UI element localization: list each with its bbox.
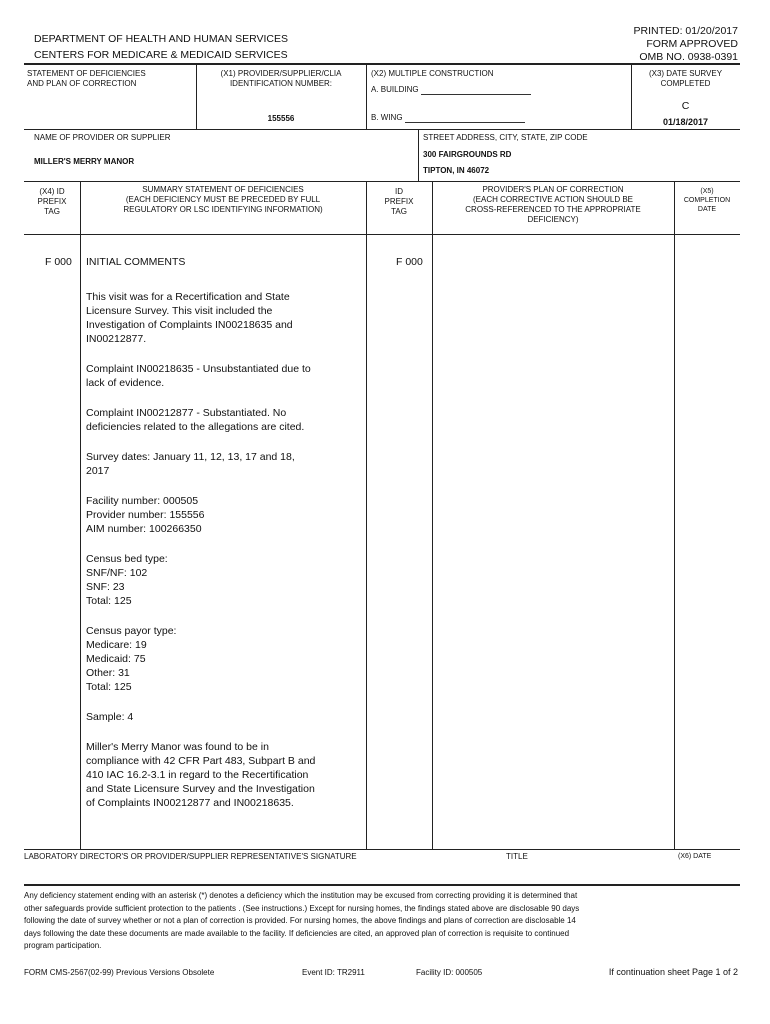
x5-column-header: (X5) COMPLETION DATE bbox=[683, 188, 731, 213]
wing-field bbox=[371, 113, 525, 123]
section-heading: INITIAL COMMENTS bbox=[86, 256, 186, 268]
city-state-zip: TIPTON, IN 46072 bbox=[423, 166, 490, 175]
rule-above-signature bbox=[24, 849, 740, 850]
omb-number: OMB NO. 0938-0391 bbox=[639, 51, 738, 63]
rule-below-provider bbox=[24, 181, 740, 182]
form-number: FORM CMS-2567(02-99) Previous Versions Obsolete bbox=[24, 968, 215, 977]
paragraph-census-bed: Census bed type: SNF/NF: 102 SNF: 23 Total: 125 bbox=[86, 553, 168, 607]
paragraph-visit: This visit was for a Recertification and State Licensure Survey. This visit included the Investigation of Complaints IN00218635 and IN00212877. bbox=[86, 291, 293, 345]
paragraph-facility-numbers: Facility number: 000505 Provider number: 155556 AIM number: 100266350 bbox=[86, 495, 205, 535]
paragraph-complaint-1: Complaint IN00218635 - Unsubstantiated due to lack of evidence. bbox=[86, 363, 311, 389]
building-field bbox=[371, 85, 531, 95]
signature-label: LABORATORY DIRECTOR'S OR PROVIDER/SUPPLIER REPRESENTATIVE'S SIGNATURE bbox=[24, 852, 357, 861]
x3-letter: C bbox=[681, 100, 690, 112]
wing-label: B. WING bbox=[371, 113, 403, 122]
divider-x2 bbox=[366, 64, 367, 130]
x4-column-header: (X4) ID PREFIX TAG bbox=[37, 187, 67, 216]
x2-label: (X2) MULTIPLE CONSTRUCTION bbox=[371, 69, 494, 78]
paragraph-survey-dates: Survey dates: January 11, 12, 13, 17 and 18, 2017 bbox=[86, 451, 295, 477]
statement-label: STATEMENT OF DEFICIENCIES AND PLAN OF CORRECTION bbox=[27, 69, 146, 88]
street-address: 300 FAIRGROUNDS RD bbox=[423, 150, 512, 159]
title-label: TITLE bbox=[506, 852, 528, 861]
building-line bbox=[421, 94, 531, 95]
form-approved: FORM APPROVED bbox=[646, 38, 738, 50]
divider-id bbox=[432, 182, 433, 850]
paragraph-sample: Sample: 4 bbox=[86, 711, 134, 723]
disclosure-footnote: Any deficiency statement ending with an asterisk (*) denotes a deficiency which the institution may be excused from correcting providing it is determined that other safeguards provide sufficient protection to the patients . (See instructions.) Except for nursing homes, the findings stated above are disclosable 90 days following the date of survey whether or not a plan of correction is provided. For nursing homes, the above findings and plans of correction are disclosable 14 days following the date these documents are made available to the facility. If deficiencies are cited, an approved plan of correction is requisite to continued program participation. bbox=[24, 891, 580, 950]
summary-column-header: SUMMARY STATEMENT OF DEFICIENCIES (EACH DEFICIENCY MUST BE PRECEDED BY FULL REGULATORY OR LSC IDENTIFYING INFORMATION) bbox=[123, 185, 323, 214]
paragraph-census-payor: Census payor type: Medicare: 19 Medicaid: 75 Other: 31 Total: 125 bbox=[86, 625, 177, 693]
top-rule bbox=[24, 63, 740, 65]
plan-column-header: PROVIDER'S PLAN OF CORRECTION (EACH CORRECTIVE ACTION SHOULD BE CROSS-REFERENCED TO THE APPROPRIATE DEFICIENCY) bbox=[465, 185, 641, 224]
divider-summary bbox=[366, 182, 367, 850]
tag-right: F 000 bbox=[396, 256, 423, 268]
rule-below-column-headers bbox=[24, 234, 740, 235]
department-title: DEPARTMENT OF HEALTH AND HUMAN SERVICES bbox=[34, 33, 288, 45]
rule-below-top-row bbox=[24, 129, 740, 130]
wing-line bbox=[405, 122, 525, 123]
paragraph-complaint-2: Complaint IN00212877 - Substantiated. No deficiencies related to the allegations are cited. bbox=[86, 407, 305, 433]
event-id: Event ID: TR2911 bbox=[302, 968, 365, 977]
paragraph-compliance: Miller's Merry Manor was found to be in compliance with 42 CFR Part 483, Subpart B and 410 IAC 16.2-3.1 in regard to the Recertification and State Licensure Survey and the Investigation of Complaints IN00212877 and IN00218635. bbox=[86, 741, 316, 809]
id-column-header: ID PREFIX TAG bbox=[384, 187, 414, 216]
printed-date: PRINTED: 01/20/2017 bbox=[633, 25, 738, 37]
provider-name: MILLER'S MERRY MANOR bbox=[34, 157, 135, 166]
centers-title: CENTERS FOR MEDICARE & MEDICAID SERVICES bbox=[34, 49, 288, 61]
tag-left: F 000 bbox=[45, 256, 72, 268]
facility-id: Facility ID: 000505 bbox=[416, 968, 483, 977]
x1-label: (X1) PROVIDER/SUPPLIER/CLIA IDENTIFICATION NUMBER: bbox=[220, 69, 342, 88]
divider-plan bbox=[674, 182, 675, 850]
divider-address bbox=[418, 130, 419, 182]
provider-name-label: NAME OF PROVIDER OR SUPPLIER bbox=[34, 133, 171, 142]
x1-value: 155556 bbox=[267, 114, 295, 123]
address-label: STREET ADDRESS, CITY, STATE, ZIP CODE bbox=[423, 133, 588, 142]
divider-prefix bbox=[80, 182, 81, 850]
rule-below-signature bbox=[24, 884, 740, 886]
building-label: A. BUILDING bbox=[371, 85, 419, 94]
date-label: (X6) DATE bbox=[678, 853, 712, 860]
x3-label: (X3) DATE SURVEY COMPLETED bbox=[648, 69, 723, 88]
comments-body bbox=[86, 290, 362, 826]
continuation-sheet: If continuation sheet Page 1 of 2 bbox=[608, 967, 738, 977]
x3-date: 01/18/2017 bbox=[662, 117, 709, 127]
